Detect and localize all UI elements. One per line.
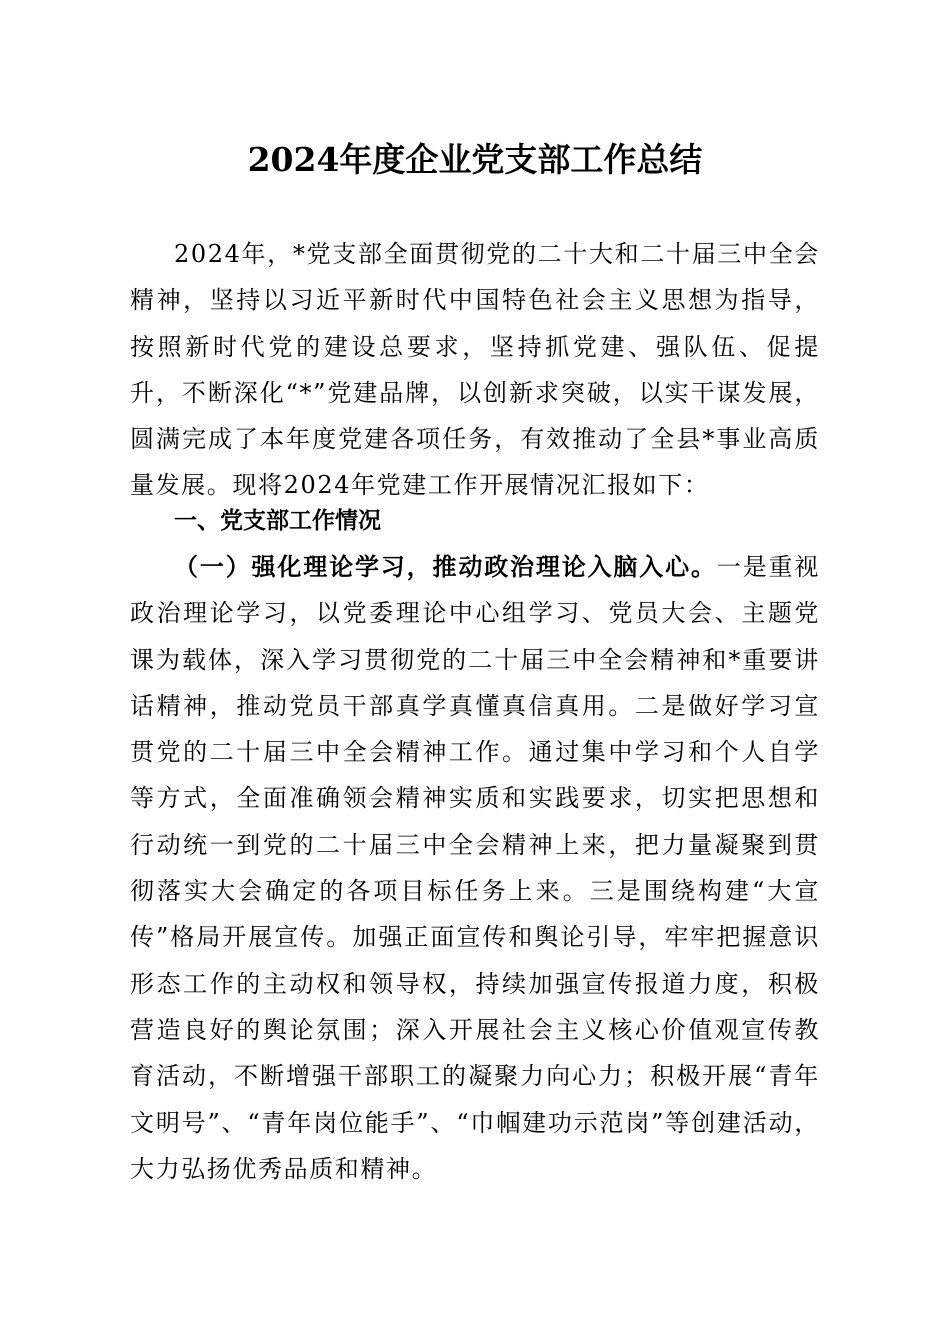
subsection-body: 一是重视政治理论学习，以党委理论中心组学习、党员大会、主题党课为载体，深入学习贯彻党的二十届三中全会精神和*重要讲话精神，推动党员干部真学真懂真信真用。二是做好学习宣贯党的二十届三中全会精神工作。通过集中学习和个人自学等方式，全面准确领会精神实质和实践要求，切实把思想和行动统一到党的二十届三中全会精神上来，把力量凝聚到贯彻落实大会确定的各项目标任务上来。三是围绕构建“大宣传”格局开展宣传。加强正面宣传和舆论引导，牢牢把握意识形态工作的主动权和领导权，持续加强宣传报道力度，积极营造良好的舆论氛围；深入开展社会主义核心价值观宣传教育活动，不断增强干部职工的凝聚力向心力；积极开展“青年文明号”、“青年岗位能手”、“巾帼建功示范岗”等创建活动，大力弘扬优秀品质和精神。 (130, 553, 820, 1183)
subsection-lead: （一）强化理论学习，推动政治理论入脑入心。 (174, 552, 717, 581)
intro-paragraph: 2024年，*党支部全面贯彻党的二十大和二十届三中全会精神，坚持以习近平新时代中国特色社会主义思想为指导，按照新时代党的建设总要求，坚持抓党建、强队伍、促提升，不断深化“*”党建品牌，以创新求突破，以实干谋发展，圆满完成了本年度党建各项任务，有效推动了全县*事业高质量发展。现将2024年党建工作开展情况汇报如下： (130, 240, 820, 500)
section-heading: 一、党支部工作情况 (174, 508, 381, 534)
section-paragraph (130, 544, 820, 1192)
document-title: 2024年度企业党支部工作总结 (247, 140, 703, 179)
